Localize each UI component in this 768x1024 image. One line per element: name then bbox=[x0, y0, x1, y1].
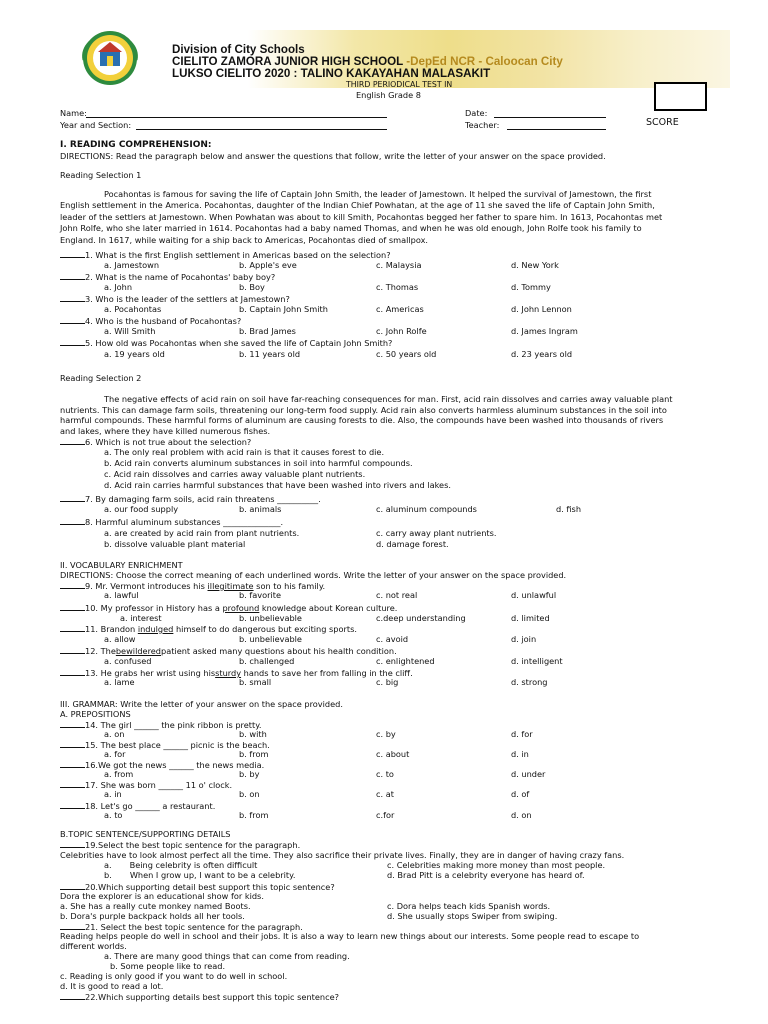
question-7: 7. By damaging farm soils, acid rain threatens __________. bbox=[60, 493, 321, 504]
option[interactable]: b. Some people like to read. bbox=[110, 961, 226, 971]
option[interactable]: a. Jamestown bbox=[104, 260, 160, 270]
answer-blank[interactable] bbox=[60, 667, 85, 676]
option[interactable]: b. with bbox=[239, 729, 267, 739]
answer-blank[interactable] bbox=[60, 602, 85, 611]
option[interactable]: c. to bbox=[376, 769, 394, 779]
option[interactable]: b. Boy bbox=[239, 282, 265, 292]
score-label: SCORE bbox=[646, 117, 679, 128]
answer-blank[interactable] bbox=[60, 315, 85, 324]
subsection-topic-sentence: B.TOPIC SENTENCE/SUPPORTING DETAILS bbox=[60, 829, 231, 839]
option[interactable]: a. There are many good things that can come from reading. bbox=[104, 951, 350, 961]
answer-blank[interactable] bbox=[60, 249, 85, 258]
option[interactable]: d. damage forest. bbox=[376, 539, 449, 549]
question-3: 3. Who is the leader of the settlers at Jamestown? bbox=[60, 293, 290, 304]
option[interactable]: a. 19 years old bbox=[104, 349, 165, 359]
option[interactable]: b. Apple's eve bbox=[239, 260, 297, 270]
question-6: 6. Which is not true about the selection? bbox=[60, 436, 251, 447]
option[interactable]: d. Brad Pitt is a celebrity everyone has heard of. bbox=[387, 870, 585, 880]
option[interactable]: b. 11 years old bbox=[239, 349, 301, 359]
option[interactable]: d. in bbox=[511, 749, 529, 759]
answer-blank[interactable] bbox=[60, 337, 85, 346]
option[interactable]: a. John bbox=[104, 282, 133, 292]
option[interactable]: c. Thomas bbox=[376, 282, 419, 292]
question-4: 4. Who is the husband of Pocahontas? bbox=[60, 315, 241, 326]
option[interactable]: d. on bbox=[511, 810, 532, 820]
school-motto: LUKSO CIELITO 2020 : TALINO KAKAYAHAN MALASAKIT bbox=[172, 67, 491, 80]
option[interactable]: a. lawful bbox=[104, 590, 139, 600]
question-2: 2. What is the name of Pocahontas' baby boy? bbox=[60, 271, 275, 282]
option[interactable]: a. Pocahontas bbox=[104, 304, 162, 314]
option[interactable]: a. for bbox=[104, 749, 126, 759]
selection-2-label: Reading Selection 2 bbox=[60, 373, 142, 383]
option[interactable]: c.for bbox=[376, 810, 395, 820]
answer-blank[interactable] bbox=[60, 779, 85, 788]
option[interactable]: a. in bbox=[104, 789, 122, 799]
option[interactable]: b. on bbox=[239, 789, 260, 799]
option[interactable]: d. James Ingram bbox=[511, 326, 578, 336]
question-22: 22.Which supporting details best support this topic sentence? bbox=[60, 991, 339, 1002]
answer-blank[interactable] bbox=[60, 580, 85, 589]
option[interactable]: b. by bbox=[239, 769, 260, 779]
answer-blank[interactable] bbox=[60, 293, 85, 302]
question-14: 14. The girl ______ the pink ribbon is pretty. bbox=[60, 719, 261, 730]
question-16: 16.We got the news ______ the news media. bbox=[60, 759, 264, 770]
question-21: 21. Select the best topic sentence for the paragraph. bbox=[60, 921, 303, 932]
option[interactable]: b. Brad James bbox=[239, 326, 296, 336]
option[interactable]: d. John Lennon bbox=[511, 304, 572, 314]
question-11: 11. Brandon indulged himself to do dangerous but exciting sports. bbox=[60, 623, 357, 634]
option[interactable]: c. Malaysia bbox=[376, 260, 422, 270]
option[interactable]: b. from bbox=[239, 810, 269, 820]
answer-blank[interactable] bbox=[60, 921, 85, 930]
answer-blank[interactable] bbox=[60, 436, 85, 445]
option[interactable]: b. Captain John Smith bbox=[239, 304, 328, 314]
option[interactable]: c. Reading is only good if you want to do well in school. bbox=[60, 971, 288, 981]
option[interactable]: d. strong bbox=[511, 677, 548, 687]
answer-blank[interactable] bbox=[60, 516, 85, 525]
teacher-field[interactable] bbox=[507, 120, 606, 130]
year-section-label: Year and Section: bbox=[60, 120, 132, 130]
question-18: 18. Let's go ______ a restaurant. bbox=[60, 800, 215, 811]
option[interactable]: b. favorite bbox=[239, 590, 282, 600]
option[interactable]: d. New York bbox=[511, 260, 559, 270]
q20-topic-sentence: Dora the explorer is an educational show for kids. bbox=[60, 891, 264, 901]
option[interactable]: d. of bbox=[511, 789, 530, 799]
question-5: 5. How old was Pocahontas when she saved the life of Captain John Smith? bbox=[60, 337, 392, 348]
option[interactable]: a. lame bbox=[104, 677, 135, 687]
option[interactable]: c. at bbox=[376, 789, 394, 799]
division-title: Division of City Schools bbox=[172, 43, 305, 56]
option[interactable]: d. Tommy bbox=[511, 282, 551, 292]
option[interactable]: a. Being celebrity is often difficult bbox=[104, 860, 258, 870]
option[interactable]: c. aluminum compounds bbox=[376, 504, 477, 514]
option[interactable]: a. She has a really cute monkey named Boots. bbox=[60, 901, 251, 911]
option[interactable]: b. small bbox=[239, 677, 272, 687]
school-name: CIELITO ZAMORA JUNIOR HIGH SCHOOL -DepEd NCR - Caloocan City bbox=[172, 55, 563, 68]
selection-2-passage: The negative effects of acid rain on soil have far-reaching consequences for man. First, acid rain dissolves and carries away valuable plant nutrients. This can damage farm soils, threatening our long-term food supply. Acid rain also converts harmless aluminum substances in the soil into harmful compounds. These harmful forms of aluminum are causing forests to die. Also, the compounds have been washed into thousands of rivers and lakes, where they have killed numerous fishes. bbox=[60, 394, 673, 436]
answer-blank[interactable] bbox=[60, 271, 85, 280]
option[interactable]: b. Dora's purple backpack holds all her tools. bbox=[60, 911, 245, 921]
question-12: 12. Thebewilderedpatient asked many questions about his health condition. bbox=[60, 645, 397, 656]
option[interactable]: b. challenged bbox=[239, 656, 295, 666]
subject-title: English Grade 8 bbox=[356, 90, 421, 100]
option[interactable]: b. unbelievable bbox=[239, 634, 302, 644]
option[interactable]: a. to bbox=[104, 810, 123, 820]
option[interactable]: a. from bbox=[104, 769, 134, 779]
answer-blank[interactable] bbox=[60, 623, 85, 632]
option[interactable]: a. Will Smith bbox=[104, 326, 156, 336]
option[interactable]: b. dissolve valuable plant material bbox=[104, 539, 246, 549]
q21-paragraph: different worlds. bbox=[60, 941, 127, 951]
section-title-grammar: III. GRAMMAR: Write the letter of your answer on the space provided. bbox=[60, 699, 343, 709]
question-9: 9. Mr. Vermont introduces his illegitimate son to his family. bbox=[60, 580, 325, 591]
option[interactable]: c. not real bbox=[376, 590, 418, 600]
option[interactable]: a. interest bbox=[120, 613, 162, 623]
question-17: 17. She was born ______ 11 o' clock. bbox=[60, 779, 232, 790]
option[interactable]: a. confused bbox=[104, 656, 152, 666]
option[interactable]: c. John Rolfe bbox=[376, 326, 427, 336]
selection-1-label: Reading Selection 1 bbox=[60, 170, 142, 180]
option[interactable]: d. She usually stops Swiper from swiping. bbox=[387, 911, 558, 921]
question-20: 20.Which supporting detail best support this topic sentence? bbox=[60, 881, 335, 892]
answer-blank[interactable] bbox=[60, 739, 85, 748]
question-10: 10. My professor in History has a profound knowledge about Korean culture. bbox=[60, 602, 397, 613]
school-logo bbox=[64, 30, 156, 86]
option[interactable]: d. limited bbox=[511, 613, 550, 623]
option[interactable]: b. unbelievable bbox=[239, 613, 302, 623]
option[interactable]: a. The only real problem with acid rain is that it causes forest to die. bbox=[104, 447, 385, 457]
option[interactable]: d. It is good to read a lot. bbox=[60, 981, 164, 991]
q21-paragraph: Reading helps people do well in school and their jobs. It is also a way to learn new things about our interests. Some people read to escape to bbox=[60, 931, 640, 941]
reading-directions: DIRECTIONS: Read the paragraph below and answer the questions that follow, write the letter of your answer on the space provided. bbox=[60, 151, 606, 161]
option[interactable]: c. Americas bbox=[376, 304, 424, 314]
question-13: 13. He grabs her wrist using hissturdy hands to save her from falling in the cliff. bbox=[60, 667, 413, 678]
option[interactable]: c.deep understanding bbox=[376, 613, 466, 623]
teacher-label: Teacher: bbox=[465, 120, 500, 130]
vocabulary-directions: DIRECTIONS: Choose the correct meaning of each underlined words. Write the letter of your answer on the space provided. bbox=[60, 570, 567, 580]
option[interactable]: c. avoid bbox=[376, 634, 409, 644]
section-title-vocabulary: II. VOCABULARY ENRICHMENT bbox=[60, 560, 183, 570]
answer-blank[interactable] bbox=[60, 493, 85, 502]
option[interactable]: d. fish bbox=[556, 504, 582, 514]
option[interactable]: d. under bbox=[511, 769, 546, 779]
option[interactable]: a. our food supply bbox=[104, 504, 179, 514]
option[interactable]: d. intelligent bbox=[511, 656, 563, 666]
option[interactable]: d. unlawful bbox=[511, 590, 557, 600]
option[interactable]: c. about bbox=[376, 749, 410, 759]
score-box[interactable] bbox=[654, 82, 707, 111]
option[interactable]: b. Acid rain converts aluminum substances in soil into harmful compounds. bbox=[104, 458, 413, 468]
option[interactable]: b. animals bbox=[239, 504, 282, 514]
option[interactable]: a. on bbox=[104, 729, 125, 739]
answer-blank[interactable] bbox=[60, 759, 85, 768]
question-19: 19.Select the best topic sentence for the paragraph. bbox=[60, 839, 300, 850]
option[interactable]: a. allow bbox=[104, 634, 136, 644]
option[interactable]: d. 23 years old bbox=[511, 349, 573, 359]
selection-1-passage: Pocahontas is famous for saving the life of Captain John Smith, the leader of Jamestown. It helped the survival of Jamestown, the first English settlement in the America. Pocahontas, daughter of the Indian Chief Powhatan, at the age of 11 she saved the life of Captain John Smith, leader of the settlers at Jamestown. When Powhatan was about to kill Smith, Pocahontas begged her father to spare him. In 1613, Pocahontas met John Rolfe, who she later married in 1614. Pocahontas had a baby named Thomas, and when he was old enough, John Rolfe took his family to England. In 1617, while waiting for a ship back to Americas, Pocahontas died of smallpox. bbox=[60, 189, 663, 245]
question-8: 8. Harmful aluminum substances ______________. bbox=[60, 516, 283, 527]
answer-blank[interactable] bbox=[60, 991, 85, 1000]
name-field[interactable] bbox=[86, 108, 387, 118]
option[interactable]: d. for bbox=[511, 729, 533, 739]
section-title-reading: I. READING COMPREHENSION: bbox=[60, 140, 212, 150]
name-label: Name: bbox=[60, 108, 87, 118]
option[interactable]: c. 50 years old bbox=[376, 349, 437, 359]
question-1: 1. What is the first English settlement in Americas based on the selection? bbox=[60, 249, 391, 260]
year-section-field[interactable] bbox=[136, 120, 387, 130]
option[interactable]: c. carry away plant nutrients. bbox=[376, 528, 497, 538]
option[interactable]: a. are created by acid rain from plant nutrients. bbox=[104, 528, 300, 538]
date-label: Date: bbox=[465, 108, 488, 118]
subsection-prepositions: A. PREPOSITIONS bbox=[60, 709, 131, 719]
date-field[interactable] bbox=[494, 108, 606, 118]
option[interactable]: d. Acid rain carries harmful substances that have been washed into rivers and lakes. bbox=[104, 480, 451, 490]
answer-blank[interactable] bbox=[60, 839, 85, 848]
answer-blank[interactable] bbox=[60, 719, 85, 728]
test-title: THIRD PERIODICAL TEST IN bbox=[346, 80, 453, 89]
answer-blank[interactable] bbox=[60, 800, 85, 809]
answer-blank[interactable] bbox=[60, 881, 85, 890]
option[interactable]: b. When I grow up, I want to be a celebrity. bbox=[104, 870, 296, 880]
question-15: 15. The best place ______ picnic is the beach. bbox=[60, 739, 270, 750]
option[interactable]: d. join bbox=[511, 634, 537, 644]
option[interactable]: b. from bbox=[239, 749, 269, 759]
answer-blank[interactable] bbox=[60, 645, 85, 654]
option[interactable]: c. Dora helps teach kids Spanish words. bbox=[387, 901, 551, 911]
option[interactable]: c. by bbox=[376, 729, 396, 739]
option[interactable]: c. Celebrities making more money than most people. bbox=[387, 860, 606, 870]
q19-paragraph: Celebrities have to look almost perfect all the time. They also sacrifice their private lives. Finally, they are in danger of having crazy fans. bbox=[60, 850, 625, 860]
option[interactable]: c. big bbox=[376, 677, 399, 687]
option[interactable]: c. enlightened bbox=[376, 656, 435, 666]
option[interactable]: c. Acid rain dissolves and carries away valuable plant nutrients. bbox=[104, 469, 366, 479]
